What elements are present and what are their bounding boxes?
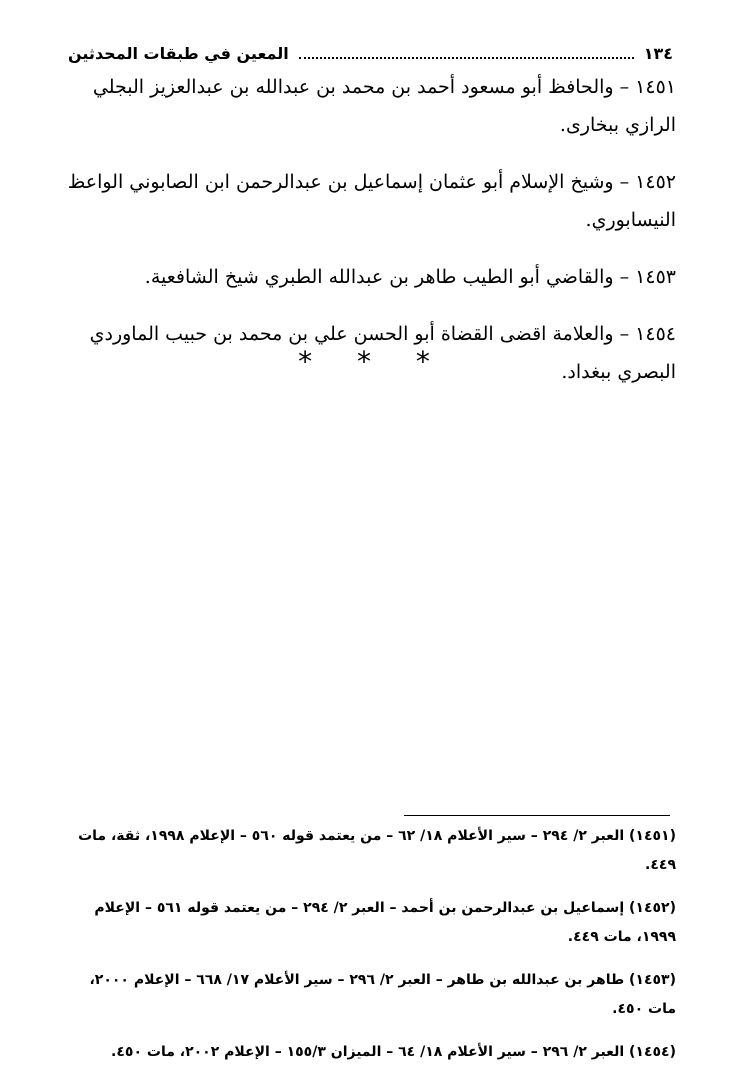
entry-text: والقاضي أبو الطيب طاهر بن عبدالله الطبري شيخ الشافعية. xyxy=(144,266,614,288)
footnote-1454: (١٤٥٤) العبر ٢/ ٢٩٦ – سير الأعلام ١٨/ ٦٤ – الميزان ١٥٥/٣ – الإعلام ٢٠٠٢، مات ٤٥٠. xyxy=(111,1044,676,1060)
running-title: المعين في طبقات المحدثين xyxy=(68,43,289,63)
entry-text: والحافظ أبو مسعود أحمد بن محمد بن عبدالله بن عبدالعزيز البجلي الرازي ببخارى. xyxy=(92,76,676,136)
entry-1452: ١٤٥٢ – وشيخ الإسلام أبو عثمان إسماعيل بن عبدالرحمن ابن الصابوني الواعظ النيسابوري. xyxy=(67,171,676,231)
entry-text: وشيخ الإسلام أبو عثمان إسماعيل بن عبدالرحمن ابن الصابوني الواعظ النيسابوري. xyxy=(67,171,676,231)
entry-1451: ١٤٥١ – والحافظ أبو مسعود أحمد بن محمد بن عبدالله بن عبدالعزيز البجلي الرازي ببخارى. xyxy=(92,76,676,136)
header-dotted-leader xyxy=(299,47,634,59)
page-number: ١٣٤ xyxy=(643,43,673,63)
entry-text: والعلامة اقضى القضاة أبو الحسن علي بن محمد بن حبيب الماوردي البصري ببغداد. xyxy=(89,323,676,383)
entry-number: ١٤٥٢ xyxy=(635,171,676,193)
footnote-1451: (١٤٥١) العبر ٢/ ٢٩٤ – سير الأعلام ١٨/ ٦٢ – من يعتمد قوله ٥٦٠ – الإعلام ١٩٩٨، ثقة، مات ٤٤٩. xyxy=(78,828,676,873)
entry-number: ١٤٥٣ xyxy=(635,266,676,288)
footnote-rule xyxy=(404,815,670,816)
footnote-1453: (١٤٥٣) طاهر بن عبدالله بن طاهر – العبر ٢/ ٢٩٦ – سير الأعلام ١٧/ ٦٦٨ – الإعلام ٢٠٠٠، مات ٤٥٠. xyxy=(89,972,676,1017)
entry-number: ١٤٥٤ xyxy=(635,323,676,345)
footnotes xyxy=(60,822,676,1067)
entry-1453: ١٤٥٣ – والقاضي أبو الطيب طاهر بن عبدالله الطبري شيخ الشافعية. xyxy=(144,266,676,288)
entry-number: ١٤٥١ xyxy=(635,76,676,98)
page-header xyxy=(68,40,673,66)
footnote-1452: (١٤٥٢) إسماعيل بن عبدالرحمن بن أحمد – العبر ٢/ ٢٩٤ – من يعتمد قوله ٥٦١ – الإعلام ١٩٩٩، مات ٤٤٩. xyxy=(94,900,676,945)
entry-1454: ١٤٥٤ – والعلامة اقضى القضاة أبو الحسن علي بن محمد بن حبيب الماوردي البصري ببغداد. xyxy=(89,323,676,383)
section-separator: * * * xyxy=(298,345,448,378)
